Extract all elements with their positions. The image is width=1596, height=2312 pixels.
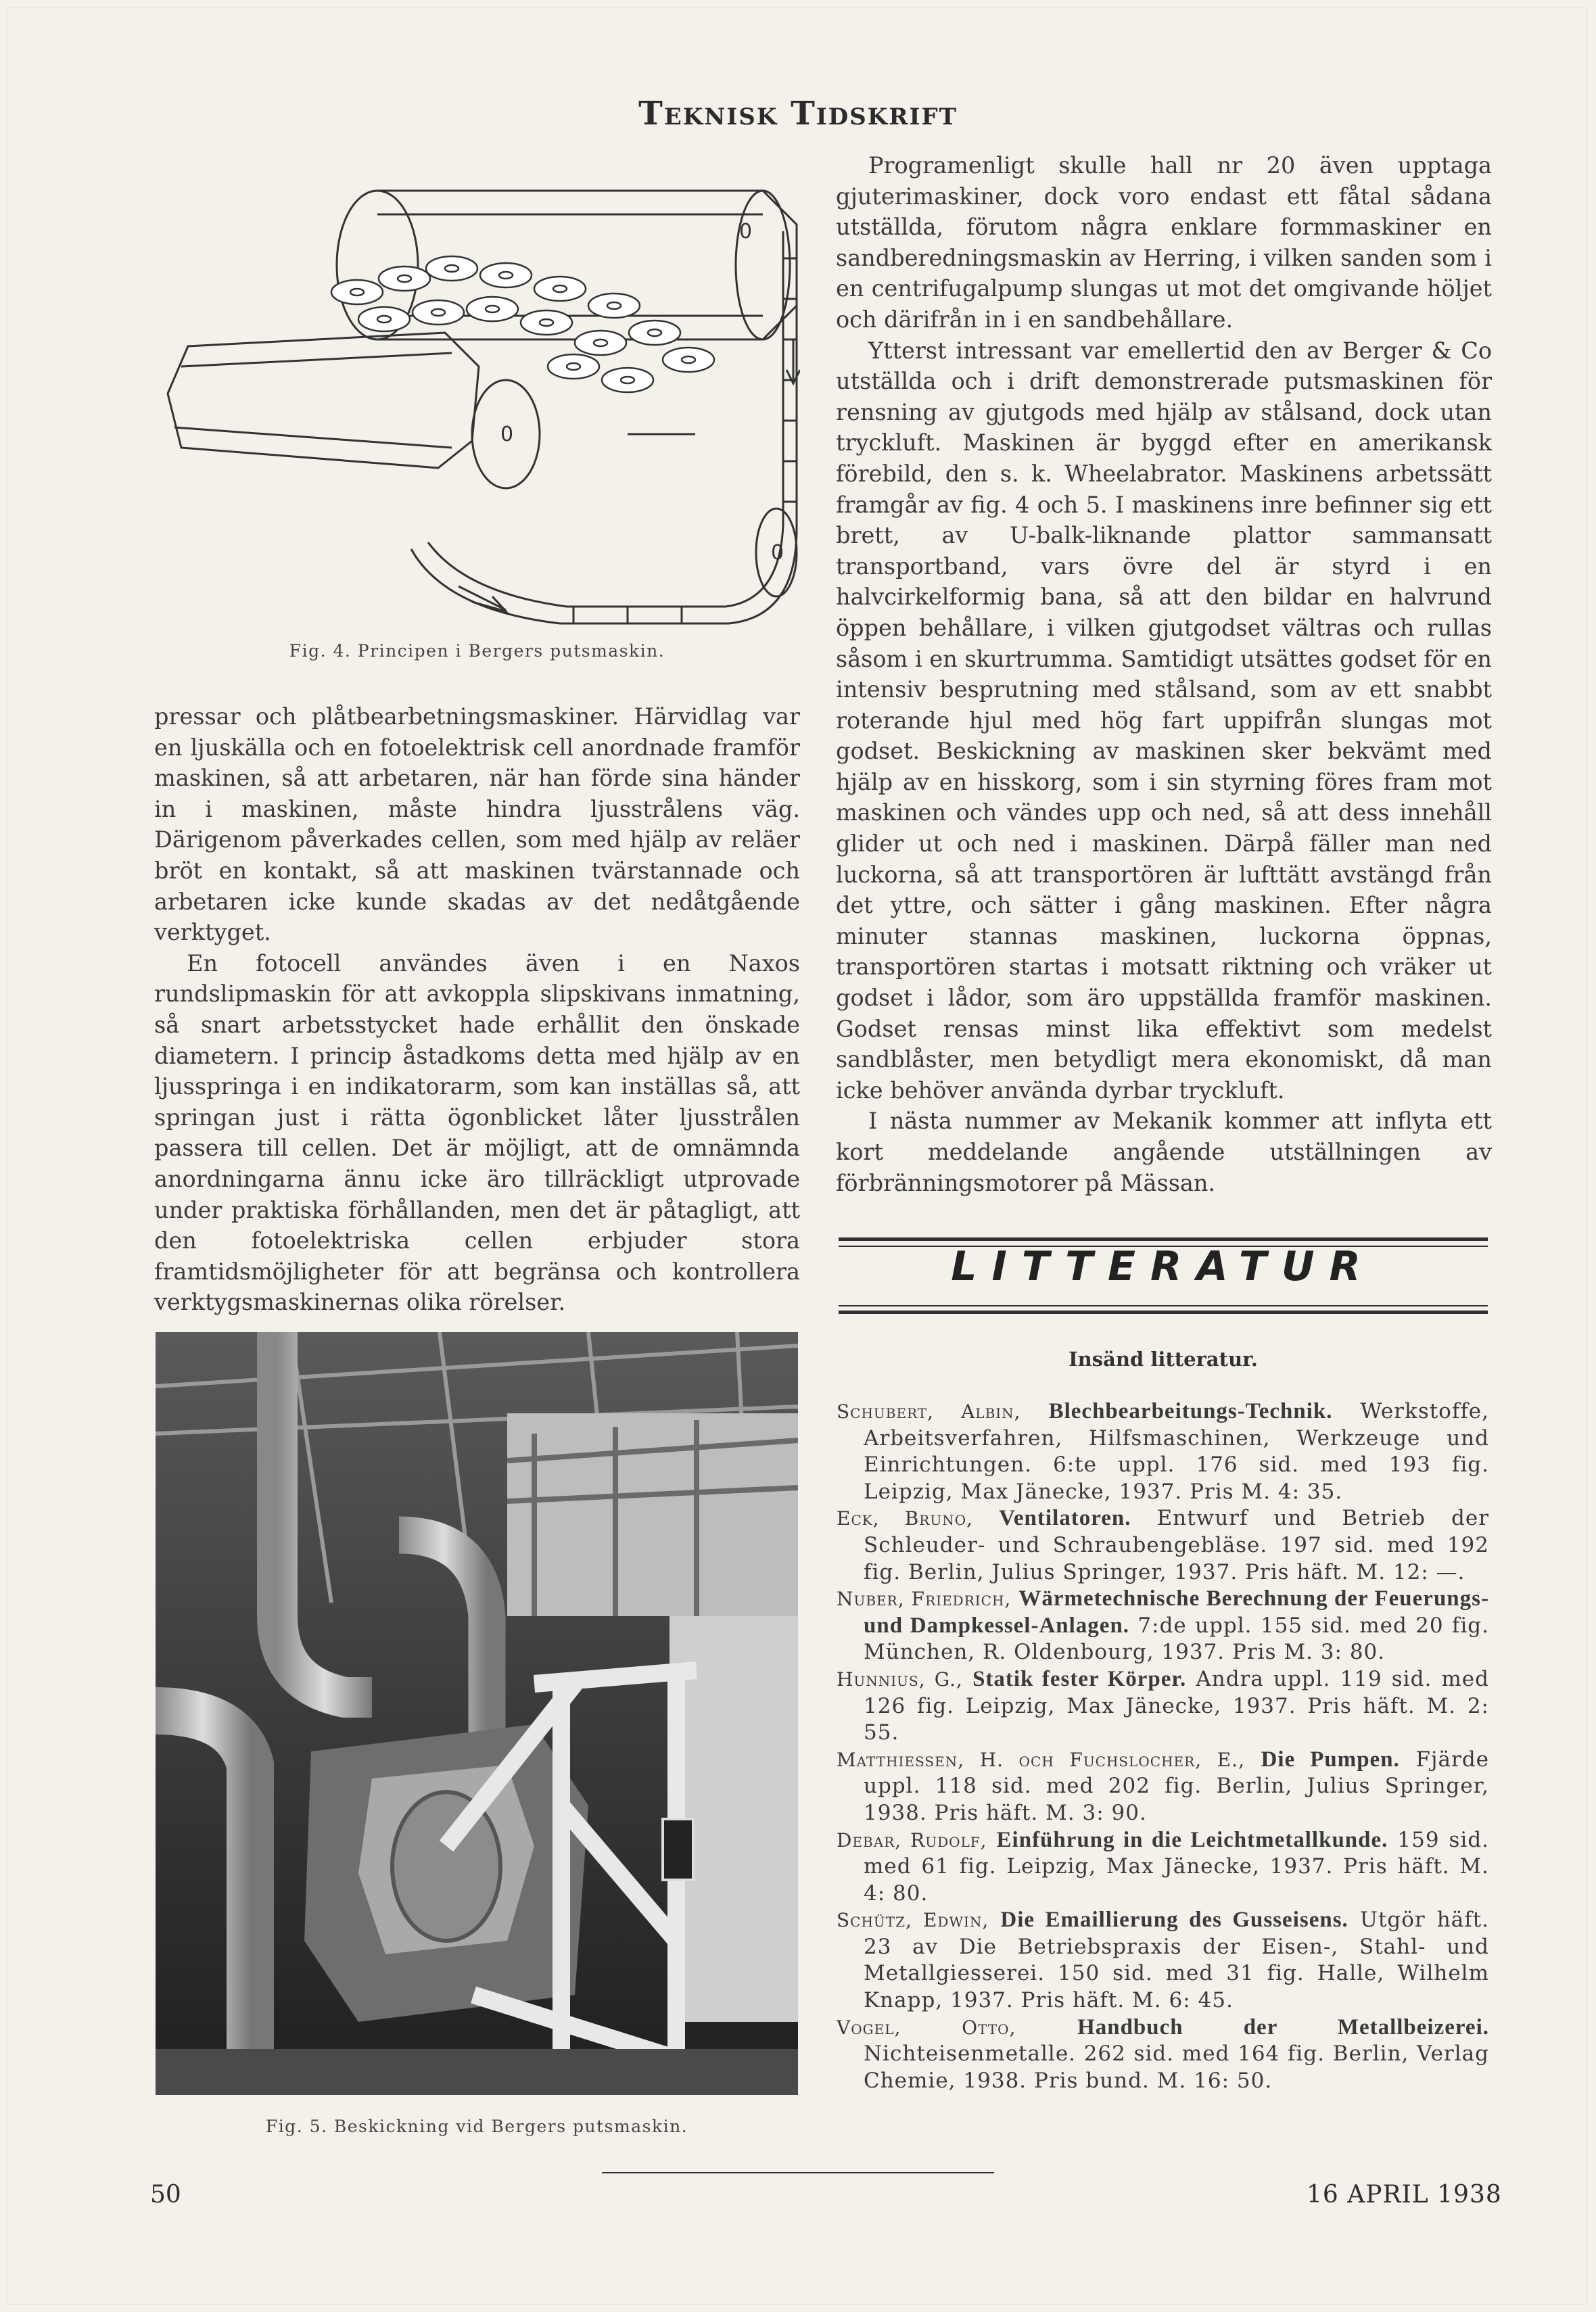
fig4-drum-label-bottom: 0: [771, 541, 784, 565]
reference-item: Hunnius, G., Statik fester Körper. Andra uppl. 119 sid. med 126 fig. Leipzig, Max Jänecke, 1937. Pris häft. M. 2: 55.: [837, 1666, 1489, 1745]
right-paragraph-1: Programenligt skulle hall nr 20 även upptaga gjuterimaskiner, dock voro endast ett fåtal sådana utställda, förutom några enklare formmaskiner en sandberedningsmaskin av Herring, i vilken sanden som i en centrifugalpump slungas ut mot det omgivande höljet och därifrån in i en sandbehållare.: [836, 152, 1492, 333]
journal-title: Teknisk Tidskrift: [638, 95, 958, 133]
fig5-caption: Fig. 5. Beskickning vid Bergers putsmaskin.: [265, 2117, 688, 2136]
page-number: 50: [150, 2181, 181, 2209]
left-column: [154, 701, 800, 1318]
reference-item: Schütz, Edwin, Die Emaillierung des Gusseisens. Utgör häft. 23 av Die Betriebspraxis der Eisen-, Stahl- und Metallgiesserei. 150 sid. med 31 fig. Halle, Wilhelm Knapp, 1937. Pris häft. M. 6: 45.: [837, 1908, 1490, 2013]
fig4-drum-label-top: 0: [739, 220, 753, 243]
right-column: [836, 150, 1492, 1198]
fig4-caption: Fig. 4. Principen i Bergers putsmaskin.: [289, 641, 665, 661]
right-paragraph-3: I nästa nummer av Mekanik kommer att inflyta ett kort meddelande angående utställningen av förbränningsmotorer på Mässan.: [836, 1108, 1492, 1196]
fig4-machine-diagram: [154, 150, 800, 637]
reference-item: Vogel, Otto, Handbuch der Metallbeizerei. Nichteisenmetalle. 262 sid. med 164 fig. Berlin, Verlag Chemie, 1938. Pris bund. M. 16: 50.: [837, 2014, 1490, 2093]
literature-rule-top-thick: [839, 1237, 1488, 1241]
left-paragraph-1: pressar och plåtbearbetningsmaskiner. Härvidlag var en ljuskälla och en fotoelektrisk cell anordnade framför maskinen, så att arbetaren, när han förde sina händer in i maskinen, måste hindra ljusstrålens väg. Därigenom påverkades cellen, som med hjälp av reläer bröt en kontakt, så att maskinen tvärstannade och arbetaren icke kunde skadas av det nedåtgående verktyget.: [154, 703, 800, 946]
reference-item: Schubert, Albin, Blechbearbeitungs-Technik. Werkstoffe, Arbeitsverfahren, Hilfsmaschinen, Werkzeuge und Einrichtungen. 6:te uppl. 176 sid. med 193 fig. Leipzig, Max Jänecke, 1937. Pris M. 4: 35.: [837, 1399, 1489, 1504]
literature-subheading: Insänd litteratur.: [1069, 1348, 1258, 1371]
reference-item: Nuber, Friedrich, Wärmetechnische Berechnung der Feuerungs- und Dampkessel-Anlagen. 7:de uppl. 155 sid. med 20 fig. München, R. Oldenbourg, 1937. Pris M. 3: 80.: [837, 1586, 1490, 1665]
reference-item: Debar, Rudolf, Einführung in die Leichtmetallkunde. 159 sid. med 61 fig. Leipzig, Max Jänecke, 1937. Pris häft. M. 4: 80.: [837, 1827, 1490, 1906]
issue-date: 16 APRIL 1938: [1307, 2181, 1502, 2209]
reference-list: [837, 1398, 1489, 2094]
literature-rule-bottom-thick: [839, 1311, 1488, 1314]
reference-item: Eck, Bruno, Ventilatoren. Entwurf und Betrieb der Schleuder- und Schraubengebläse. 197 sid. med 192 fig. Berlin, Julius Springer, 1937. Pris häft. M. 12: —.: [837, 1506, 1490, 1584]
literature-rule-bottom-thin: [839, 1305, 1488, 1306]
footer-rule: [602, 2172, 994, 2173]
right-paragraph-2: Ytterst intressant var emellertid den av Berger & Co utställda och i drift demonstrerade putsmaskinen för rensning av gjutgods med hjälp av stålsand, dock utan tryckluft. Maskinen är byggd efter en amerikansk förebild, den s. k. Wheelabrator. Maskinens arbetssätt framgår av fig. 4 och 5. I maskinens inre befinner sig ett brett, av U-balk-liknande plattor sammansatt transportband, vars övre del är styrd i en halvcirkelformig bana, så att den bildar en halvrund öppen behållare, i vilken gjutgodset vältras och rullas såsom i en skurtrumma. Samtidigt utsättes godset för en intensiv besprutning med stålsand, som av ett snabbt roterande hjul med hög fart uppifrån slungas mot godset. Beskickning av maskinen sker bekvämt med hjälp av en hisskorg, som i sin styrning föres fram mot maskinen och vändes upp och ned, så att dess innehåll glider ut och ned i maskinen. Därpå fäller man ned luckorna, så att transportören är lufttätt avstängd från det yttre, och sätter i gång maskinen. Efter några minuter stannas maskinen, luckorna öppnas, transportören startas i motsatt riktning och vräker ut godset i lådor, som äro uppställda framför maskinen. Godset rensas minst lika effektivt som medelst sandblåster, men betydligt mera ekonomiskt, då man icke behöver använda dyrbar tryckluft.: [836, 337, 1492, 1104]
fig5-machine-photo: [156, 1332, 798, 2095]
reference-item: Matthiessen, H. och Fuchslocher, E., Die Pumpen. Fjärde uppl. 118 sid. med 202 fig. Berlin, Julius Springer, 1938. Pris häft. M. 3: 90.: [837, 1747, 1490, 1825]
literature-heading: LITTERATUR: [951, 1243, 1376, 1290]
left-paragraph-2: En fotocell användes även i en Naxos rundslipmaskin för att avkoppla slipskivans inmatning, så snart arbetsstycket hade erhållit den önskade diametern. I princip åstadkoms detta med hjälp av en ljusspringa i en indikatorarm, som kan inställas så, att springan just i rätta ögonblicket låter ljusstrålen passera till cellen. Det är möjligt, att de omnämnda anordningarna ännu icke äro tillräckligt utprovade under praktiska förhållanden, men det är påtagligt, att den fotoelektriska cellen erbjuder stora framtidsmöjligheter för att begränsa och kontrollera verktygsmaskinernas olika rörelser.: [154, 949, 800, 1316]
fig4-drum-label-left: 0: [500, 423, 514, 446]
